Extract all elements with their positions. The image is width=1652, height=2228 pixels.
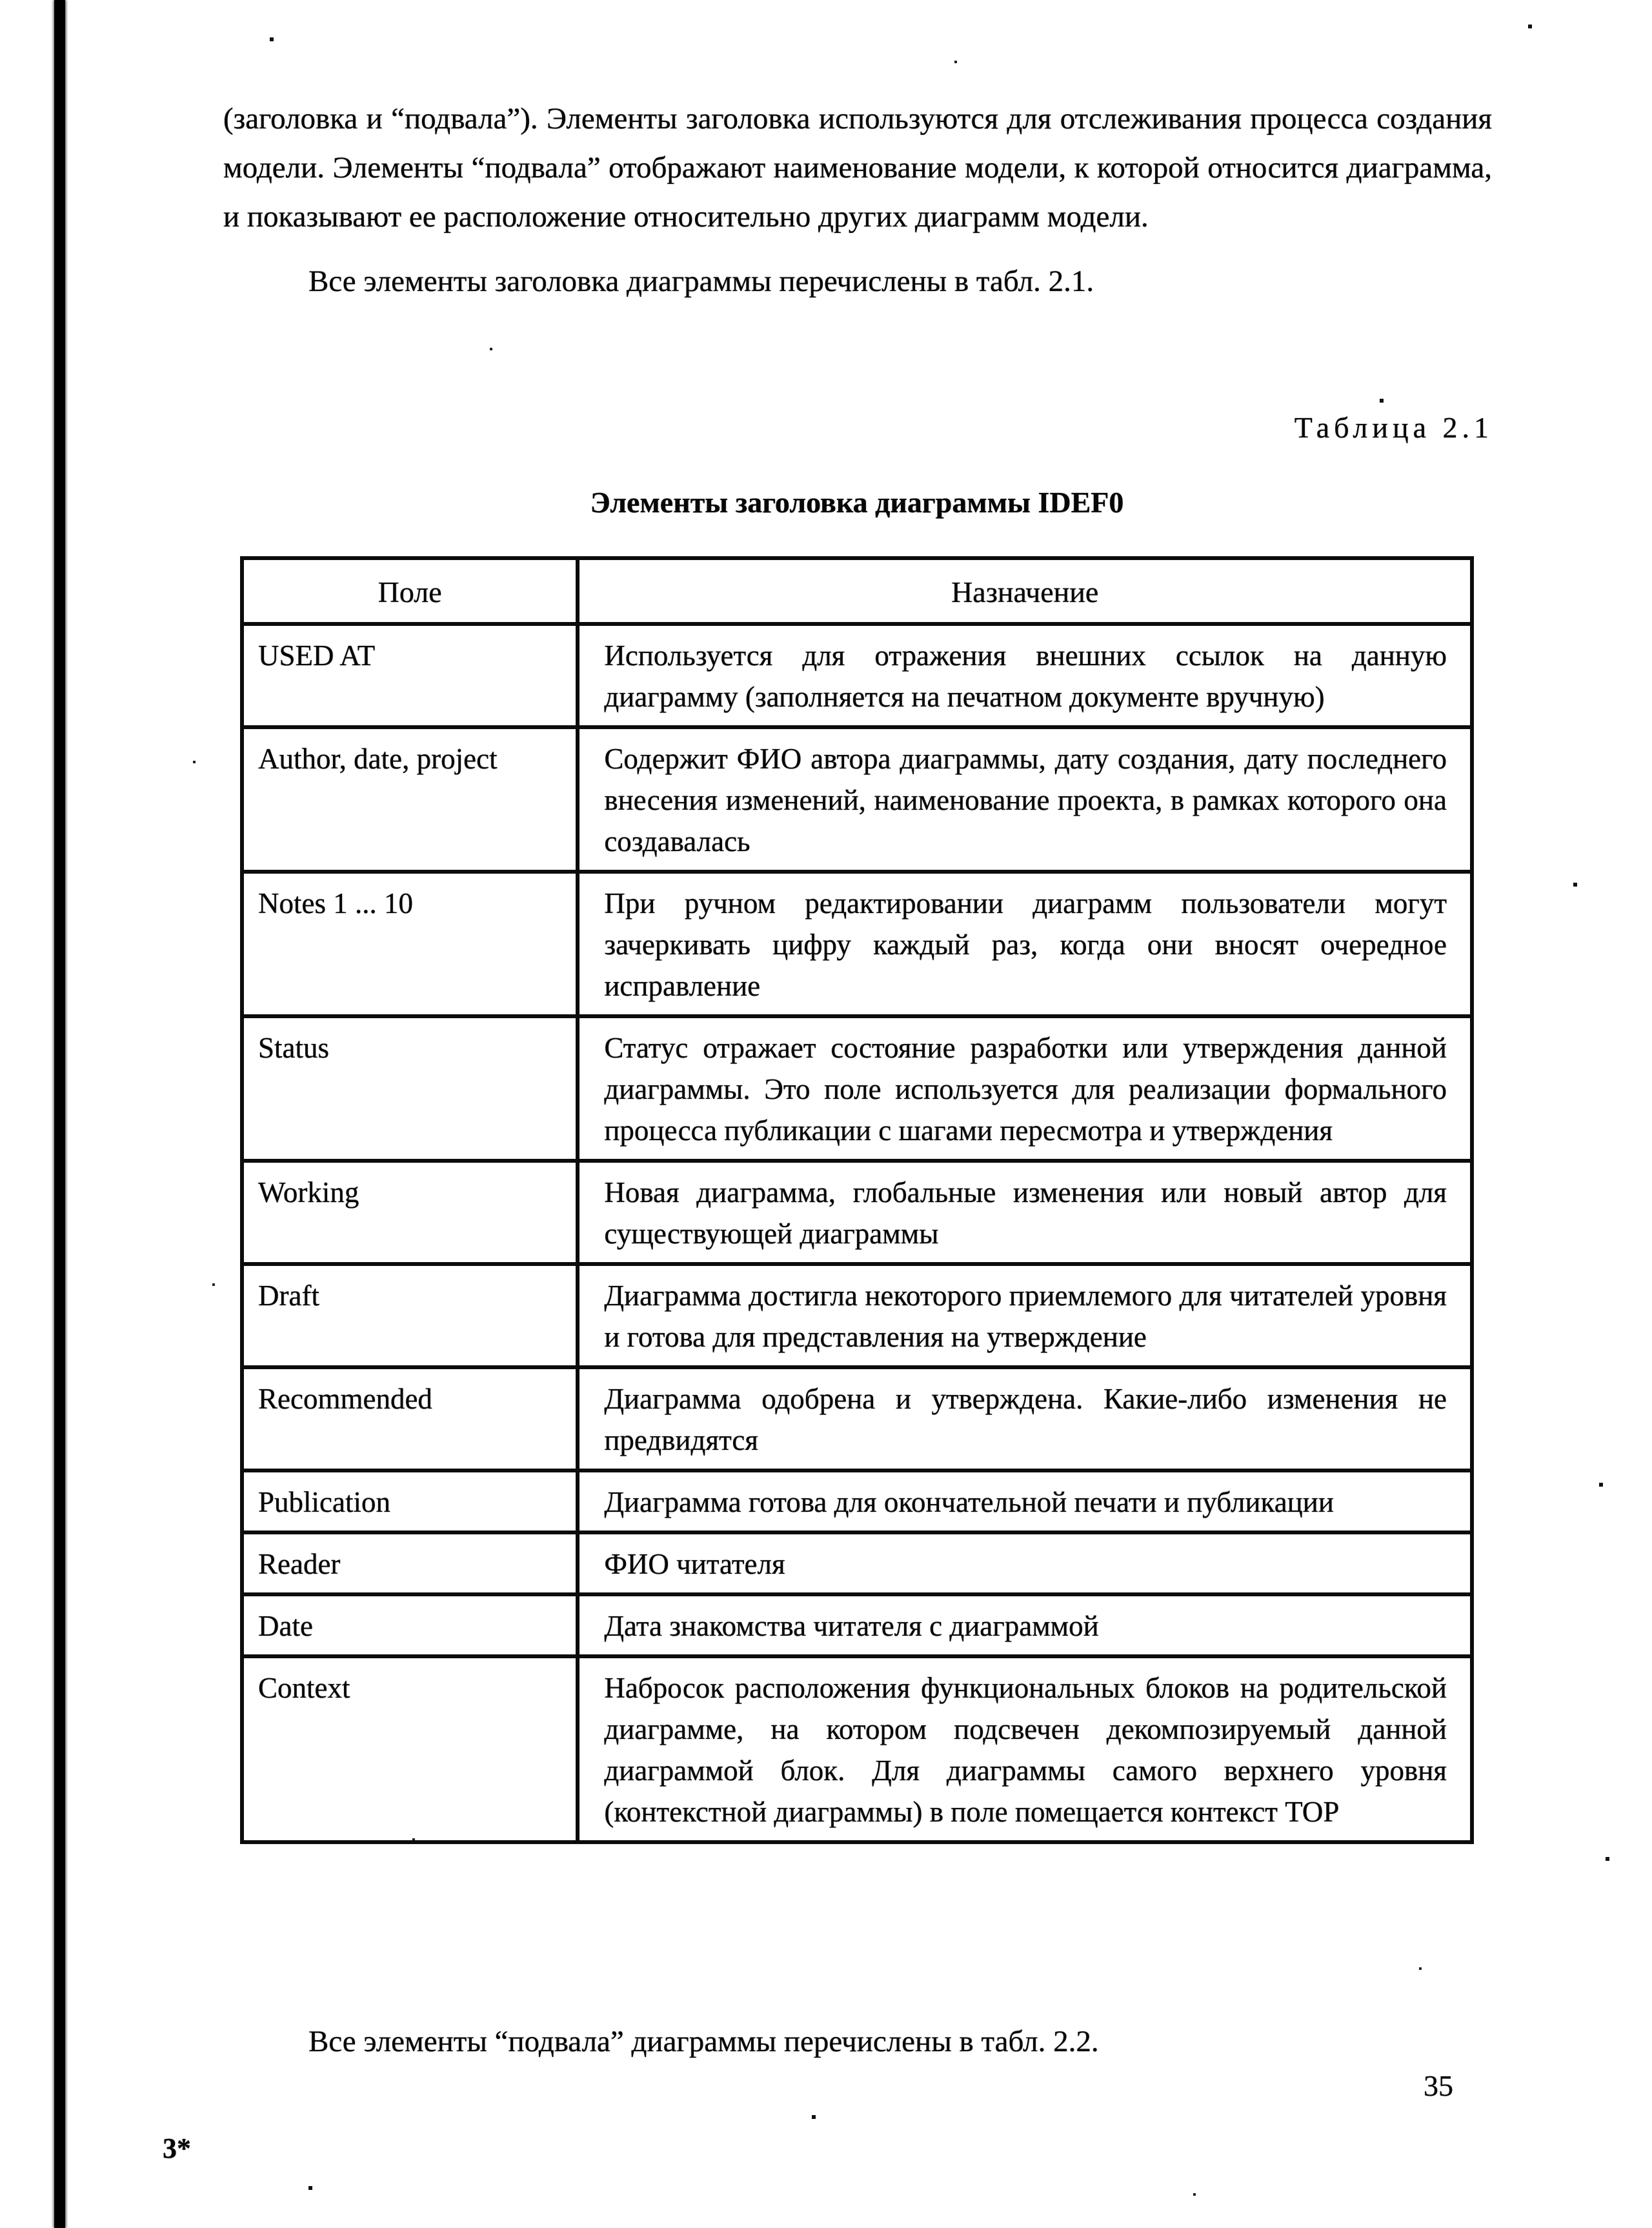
- table-row-status: [242, 1016, 1472, 1161]
- signature-mark: 3*: [163, 2133, 191, 2164]
- field-cell: USED AT: [242, 624, 578, 727]
- purpose-cell: Диаграмма одобрена и утверждена. Какие-либо изменения не предвидятся: [578, 1367, 1472, 1470]
- table-row-reader: [242, 1532, 1472, 1594]
- paragraph-continuation: (заголовка и “подвала”). Элементы заголовка используются для отслеживания процесса создания модели. Элементы “подвала” отображают наименование модели, к которой относится диаграмма, и показывают ее расположение относительно других диаграмм модели.: [223, 102, 1492, 234]
- table-row-context: [242, 1656, 1472, 1842]
- table-title: Элементы заголовка диаграммы IDEF0: [590, 486, 1124, 519]
- field-cell: Notes 1 ... 10: [242, 872, 578, 1016]
- column-header-field: Поле: [242, 558, 578, 624]
- table-row-date: [242, 1594, 1472, 1656]
- field-cell: Author, date, project: [242, 727, 578, 872]
- table-row-notes: [242, 872, 1472, 1016]
- purpose-cell: Новая диаграмма, глобальные изменения или новый автор для существующей диаграммы: [578, 1161, 1472, 1264]
- field-cell: Context: [242, 1656, 578, 1842]
- table-row-used-at: [242, 624, 1472, 727]
- field-cell: Recommended: [242, 1367, 578, 1470]
- purpose-cell: При ручном редактировании диаграмм пользователи могут зачеркивать цифру каждый раз, когда они вносят очередное исправление: [578, 872, 1472, 1016]
- scan-noise: [0, 0, 1, 1]
- table-header-row: [242, 558, 1472, 624]
- table-row-working: [242, 1161, 1472, 1264]
- purpose-cell: Статус отражает состояние разработки или утверждения данной диаграммы. Это поле используется для реализации формального процесса публикации с шагами пересмотра и утверждения: [578, 1016, 1472, 1161]
- purpose-cell: Содержит ФИО автора диаграммы, дату создания, дату последнего внесения изменений, наименование проекта, в рамках которого она создавалась: [578, 727, 1472, 872]
- idef0-header-elements-table: [240, 556, 1474, 1844]
- field-cell: Reader: [242, 1532, 578, 1594]
- table-row-publication: [242, 1470, 1472, 1532]
- table-row-author-date-project: [242, 727, 1472, 872]
- field-cell: Draft: [242, 1264, 578, 1367]
- table-row-draft: [242, 1264, 1472, 1367]
- page-number: 35: [1424, 2069, 1453, 2102]
- table-row-recommended: [242, 1367, 1472, 1470]
- field-cell: Working: [242, 1161, 578, 1264]
- purpose-cell: Диаграмма достигла некоторого приемлемого для читателей уровня и готова для представления на утверждение: [578, 1264, 1472, 1367]
- body-text-block: [223, 94, 1492, 306]
- field-cell: Date: [242, 1594, 578, 1656]
- column-header-purpose: Назначение: [578, 558, 1472, 624]
- field-cell: Status: [242, 1016, 578, 1161]
- field-cell: Publication: [242, 1470, 578, 1532]
- paragraph-footer-intro: Все элементы “подвала” диаграммы перечислены в табл. 2.2.: [308, 2025, 1099, 2058]
- purpose-cell: Дата знакомства читателя с диаграммой: [578, 1594, 1472, 1656]
- purpose-cell: Диаграмма готова для окончательной печати и публикации: [578, 1470, 1472, 1532]
- paragraph-table-intro: Все элементы заголовка диаграммы перечислены в табл. 2.1.: [308, 265, 1094, 298]
- binding-edge: [54, 0, 65, 2228]
- purpose-cell: Набросок расположения функциональных блоков на родительской диаграмме, на котором подсвечен декомпозируемый данной диаграммой блок. Для диаграммы самого верхнего уровня (контекстной диаграммы) в поле помещается контекст TOP: [578, 1656, 1472, 1842]
- table-caption-number: Таблица 2.1: [1294, 411, 1493, 444]
- purpose-cell: ФИО читателя: [578, 1532, 1472, 1594]
- purpose-cell: Используется для отражения внешних ссылок на данную диаграмму (заполняется на печатном документе вручную): [578, 624, 1472, 727]
